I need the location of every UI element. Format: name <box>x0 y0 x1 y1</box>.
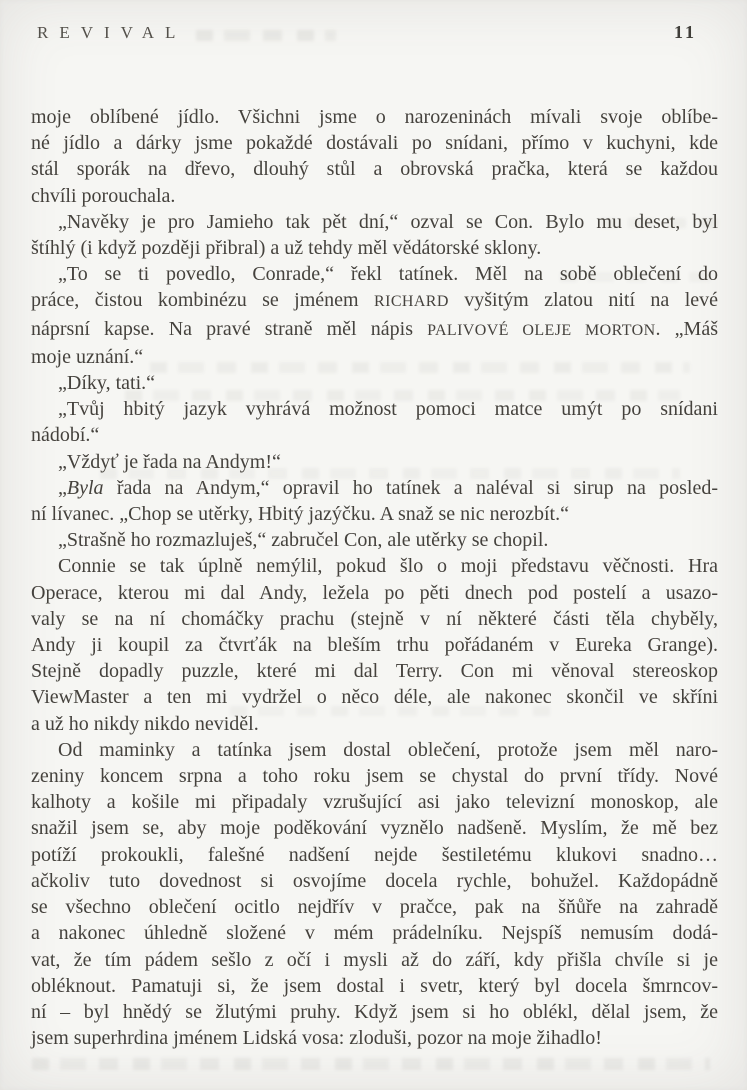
text-line: Operace, kterou mi dal Andy, ležela po pěti dnech pod postelí a usazo- <box>31 581 718 604</box>
paragraph <box>31 475 718 527</box>
text-line: štíhlý (i když později přibral) a už tehdy měl vědátorské sklony. <box>31 237 542 260</box>
text-line: potíží prokoukli, falešné nadšení nejde šestiletému klukovi snadno… <box>31 843 718 866</box>
text-line: né jídlo a dárky jsme pokaždé dostávali po snídani, přímo v kuchyni, kde <box>31 132 718 155</box>
text-line: „Tvůj hbitý jazyk vyhrává možnost pomoci matce umýt po snídani <box>58 398 718 421</box>
text-line: „Navěky je pro Jamieho tak pět dní,“ ozval se Con. Bylo mu deset, byl <box>58 210 718 233</box>
paragraph <box>31 261 718 370</box>
text-line: „Vždyť je řada na Andym!“ <box>58 450 281 473</box>
paragraph <box>31 104 718 209</box>
text-line: ní – byl hnědý se žlutými pruhy. Když jsem si ho oblékl, dělal jsem, že <box>31 1000 718 1023</box>
text-line: kalhoty a košile mi připadaly vzrušující asi jako televizní monoskop, ale <box>31 791 718 814</box>
text-line: obléknout. Pamatuji si, že jsem dostal i svetr, který byl docela šmrncov- <box>31 974 718 997</box>
text-line: chvíli porouchala. <box>31 184 176 207</box>
text-line: stál sporák na dřevo, dlouhý stůl a obrovská pračka, která se každou <box>31 158 718 181</box>
text-line: Connie se tak úplně nemýlil, pokud šlo o moji představu věčnosti. Hra <box>58 555 718 578</box>
text-line: valy se na ní chomáčky prachu (stejně v ní některé části těla chyběly, <box>31 607 718 630</box>
text-line: Stejně dopadly puzzle, které mi dal Terry. Con mi věnoval stereoskop <box>31 660 718 683</box>
text-line: se všechno oblečení ocitlo nejdřív v pračce, pak na šňůře na zahradě <box>31 896 718 919</box>
text-line: jsem superhrdina jménem Lidská vosa: zloduši, pozor na moje žihadlo! <box>31 1027 602 1050</box>
text-line: zeniny koncem srpna a toho roku jsem se chystal do první třídy. Nové <box>31 765 718 788</box>
running-head-title: REVIVAL <box>37 23 187 42</box>
text-line: „Byla řada na Andym,“ opravil ho tatínek a naléval si sirup na posled- <box>58 476 718 499</box>
bleedthrough-artifact <box>32 1058 710 1070</box>
page-header <box>37 22 697 43</box>
text-line: moje uznání.“ <box>31 345 144 368</box>
paragraph <box>31 449 718 475</box>
paragraph <box>31 396 718 448</box>
text-line: a nakonec úhledně složené v mém prádelníku. Nejspíš nemusím dodá- <box>31 922 718 945</box>
paragraph <box>31 370 718 396</box>
text-line: náprsní kapse. Na pravé straně měl nápis PALIVOVÉ OLEJE MORTON. „Máš <box>31 317 718 340</box>
paragraph <box>31 553 718 736</box>
body-text <box>31 104 718 1051</box>
paragraph <box>31 737 718 1051</box>
page-number: 11 <box>673 22 697 42</box>
text-line: ačkoliv tuto dovednost si osvojíme docela rychle, bohužel. Každopádně <box>31 869 718 892</box>
paragraph <box>31 527 718 553</box>
text-line: „To se ti povedlo, Conrade,“ řekl tatínek. Měl na sobě oblečení do <box>58 263 718 286</box>
text-line: nádobí.“ <box>31 424 100 447</box>
paragraph <box>31 209 718 261</box>
text-line: snažil jsem se, aby moje poděkování vyznělo nadšeně. Myslím, že mě bez <box>31 817 718 840</box>
text-line: a už ho nikdy nikdo neviděl. <box>31 712 259 735</box>
text-line: Od maminky a tatínka jsem dostal oblečení, protože jsem měl naro- <box>58 738 718 761</box>
text-line: práce, čistou kombinézu se jménem RICHARD vyšitým zlatou nití na levé <box>31 289 718 312</box>
text-line: „Strašně ho rozmazluješ,“ zabručel Con, ale utěrky se chopil. <box>58 529 549 552</box>
text-line: vat, že tím pádem sešlo z očí i mysli až do září, kdy přišla chvíle si je <box>31 948 718 971</box>
text-line: moje oblíbené jídlo. Všichni jsme o narozeninách mívali svoje oblíbe- <box>31 106 718 128</box>
text-line: „Díky, tati.“ <box>58 372 156 395</box>
text-line: ní lívanec. „Chop se utěrky, Hbitý jazýčku. A snaž se nic nerozbít.“ <box>31 503 569 526</box>
text-line: Andy ji koupil za čtvrťák na bleším trhu pořádaném v Eureka Grange). <box>31 634 718 657</box>
text-line: ViewMaster a ten mi vydržel o něco déle, ale nakonec skončil ve skříni <box>31 686 718 709</box>
